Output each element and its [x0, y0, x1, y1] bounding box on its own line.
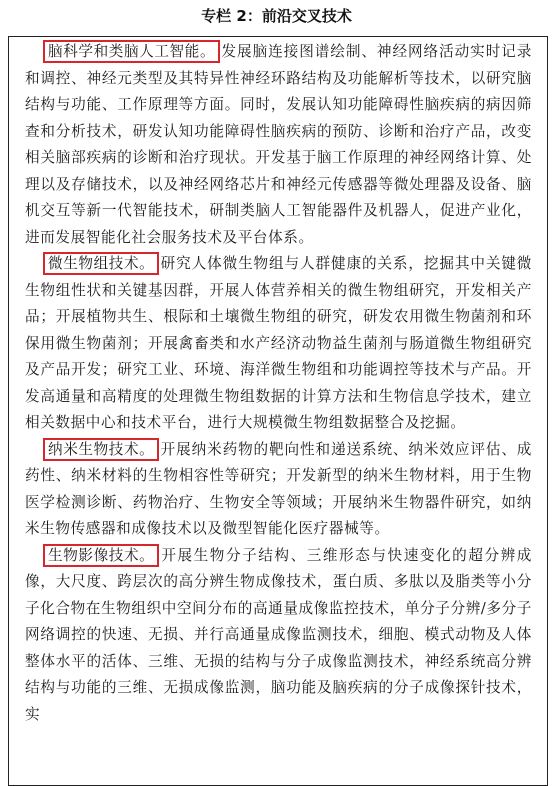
section-body: 开展纳米药物的靶向性和递送系统、纳米效应评估、成药性、纳米材料的生物相容性等研究；开发新型的纳米生物材料，用于生物医学检测诊断、药物治疗、生物安全等领域；开展纳米生物器件研究，如纳米生物传感器和成像技术以及微型智能化医疗器械等。	[25, 440, 532, 537]
section-bioimaging	[25, 543, 532, 729]
section-body: 发展脑连接图谱绘制、神经网络活动实时记录和调控、神经元类型及其特异性神经环路结构及功能解析等技术，以研究脑结构与功能、工作原理等方面。同时，发展认知功能障碍性脑疾病的病因筛查和分析技术，研发认知功能障碍性脑疾病的预防、诊断和治疗产品，改变相关脑部疾病的诊断和治疗现状。开发基于脑工作原理的神经网络计算、处理以及存储技术，以及神经网络芯片和神经元传感器等微处理器及设备、脑机交互等新一代智能技术，研制类脑人工智能器件及机器人，促进产业化，进而发展智能化社会服务技术及平台体系。	[25, 43, 532, 246]
section-brain-science	[25, 39, 532, 251]
section-heading-highlight: 微生物组技术。	[43, 252, 159, 275]
column-content	[25, 39, 532, 728]
section-body: 研究人体微生物组与人群健康的关系，挖掘其中关键微生物组性状和关键基因群，开展人体营养相关的微生物组研究，开发相关产品；开展植物共生、根际和土壤微生物组的研究，研发农用微生物菌剂和环保用微生物菌剂；开展禽畜类和水产经济动物益生菌剂与肠道微生物组研究及产品开发；研究工业、环境、海洋微生物组和功能调控等技术与产品。开发高通量和高精度的处理微生物组数据的计算方法和生物信息学技术，建立相关数据中心和技术平台，进行大规模微生物组数据整合及挖掘。	[25, 255, 532, 431]
section-heading-highlight: 脑科学和类脑人工智能。	[43, 40, 220, 63]
section-heading-highlight: 生物影像技术。	[43, 544, 159, 567]
box-title: 专栏 2：前沿交叉技术	[201, 7, 352, 25]
column-box	[8, 36, 548, 786]
section-heading-highlight: 纳米生物技术。	[43, 438, 159, 461]
section-nanobiotech	[25, 437, 532, 543]
section-microbiome	[25, 251, 532, 437]
section-body: 开展生物分子结构、三维形态与快速变化的超分辨成像，大尺度、跨层次的高分辨生物成像技术，蛋白质、多肽以及脂类等小分子化合物在生物组织中空间分布的高通量成像监控技术，单分子分辨/多分子网络调控的快速、无损、并行高通量成像监测技术，细胞、模式动物及人体整体水平的活体、三维、无损的结构与分子成像监测技术，神经系统高分辨结构与功能的三维、无损成像监测，脑功能及脑疾病的分子成像探针技术，实	[25, 546, 532, 723]
